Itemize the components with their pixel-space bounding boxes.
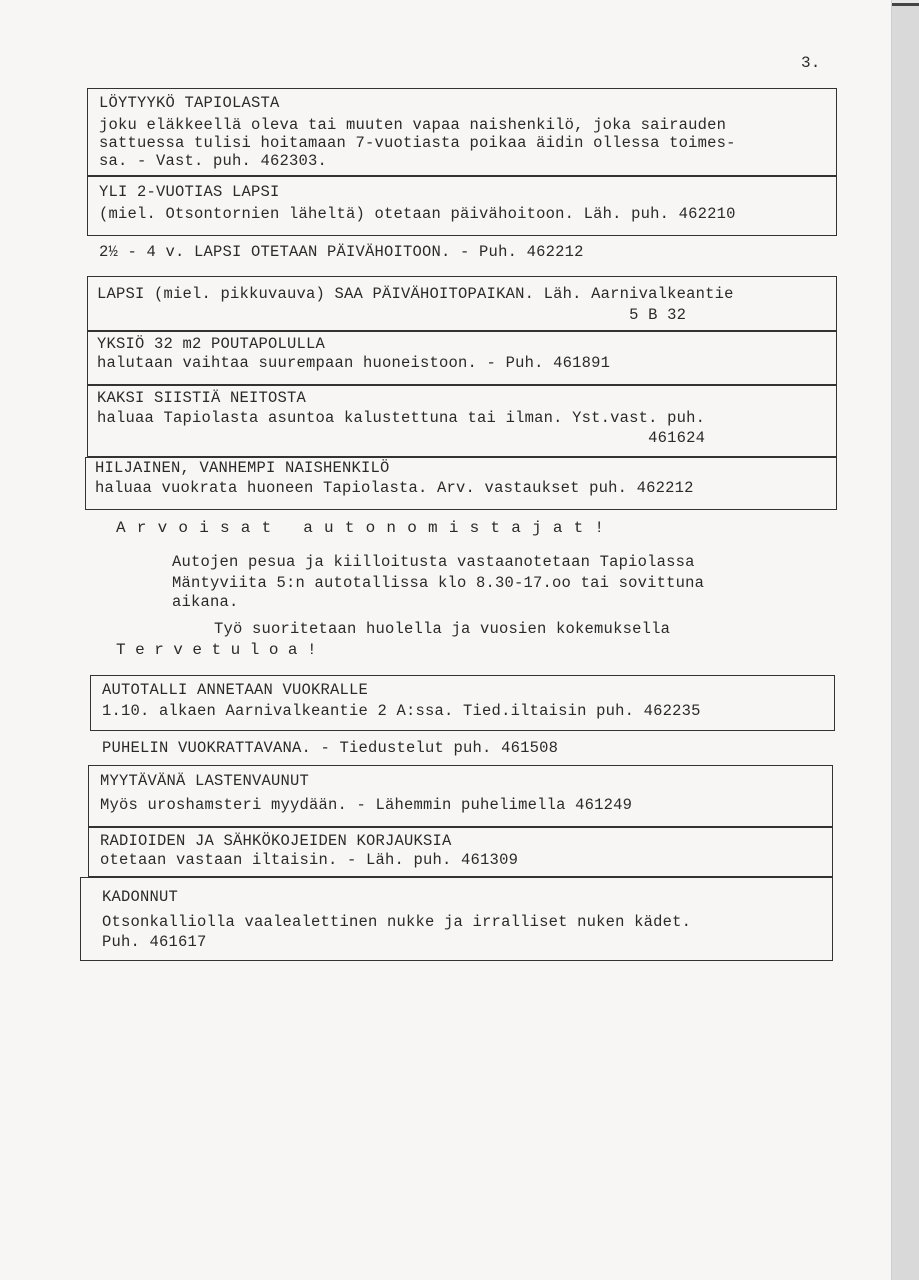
ad-text: 1.10. alkaen Aarnivalkeantie 2 A:ssa. Tied.iltaisin puh. 462235 — [102, 702, 701, 720]
notice-body: aikana. — [172, 593, 239, 611]
ad-text: joku eläkkeellä oleva tai muuten vapaa naishenkilö, joka sairauden — [99, 116, 727, 134]
notice-body: Mäntyviita 5:n autotallissa klo 8.30-17.oo tai sovittuna — [172, 574, 705, 592]
ad-title: YLI 2-VUOTIAS LAPSI — [99, 183, 280, 201]
notice-heading: Arvoisat autonomistajat! — [116, 519, 616, 537]
ad-text: haluaa Tapiolasta asuntoa kalustettuna tai ilman. Yst.vast. puh. — [97, 409, 706, 427]
ad-text: 2½ - 4 v. LAPSI OTETAAN PÄIVÄHOITOON. - Puh. 462212 — [99, 243, 584, 261]
ad-title: MYYTÄVÄNÄ LASTENVAUNUT — [100, 772, 310, 790]
ad-text: LAPSI (miel. pikkuvauva) SAA PÄIVÄHOITOPAIKAN. Läh. Aarnivalkeantie — [97, 285, 734, 303]
ad-text: otetaan vastaan iltaisin. - Läh. puh. 461309 — [100, 851, 519, 869]
ad-title: LÖYTYYKÖ TAPIOLASTA — [99, 94, 280, 112]
ad-text: Otsonkalliolla vaalealettinen nukke ja irralliset nuken kädet. — [102, 913, 692, 931]
ad-text: 5 B 32 — [97, 306, 687, 324]
notice-closing: Tervetuloa! — [116, 641, 327, 659]
ad-title: AUTOTALLI ANNETAAN VUOKRALLE — [102, 681, 369, 699]
ad-title: HILJAINEN, VANHEMPI NAISHENKILÖ — [95, 459, 390, 477]
ad-title: RADIOIDEN JA SÄHKÖKOJEIDEN KORJAUKSIA — [100, 832, 452, 850]
ad-text: sattuessa tulisi hoitamaan 7-vuotiasta poikaa äidin ollessa toimes- — [99, 134, 736, 152]
ad-title: YKSIÖ 32 m2 POUTAPOLULLA — [97, 335, 326, 353]
ad-text: (miel. Otsontornien läheltä) otetaan päivähoitoon. Läh. puh. 462210 — [99, 205, 736, 223]
ad-text: 461624 — [97, 429, 706, 447]
ad-text: sa. - Vast. puh. 462303. — [99, 152, 328, 170]
ad-text: PUHELIN VUOKRATTAVANA. - Tiedustelut puh. 461508 — [102, 739, 559, 757]
notice-body: Työ suoritetaan huolella ja vuosien kokemuksella — [214, 620, 671, 638]
ad-text: Myös uroshamsteri myydään. - Lähemmin puhelimella 461249 — [100, 796, 633, 814]
ad-text: Puh. 461617 — [102, 933, 207, 951]
notice-body: Autojen pesua ja kiilloitusta vastaanotetaan Tapiolassa — [172, 553, 695, 571]
ad-title: KAKSI SIISTIÄ NEITOSTA — [97, 389, 307, 407]
ad-text: haluaa vuokrata huoneen Tapiolasta. Arv. vastaukset puh. 462212 — [95, 479, 694, 497]
ad-title: KADONNUT — [102, 888, 179, 906]
ad-text: halutaan vaihtaa suurempaan huoneistoon. - Puh. 461891 — [97, 354, 611, 372]
page-number: 3. — [801, 54, 821, 72]
